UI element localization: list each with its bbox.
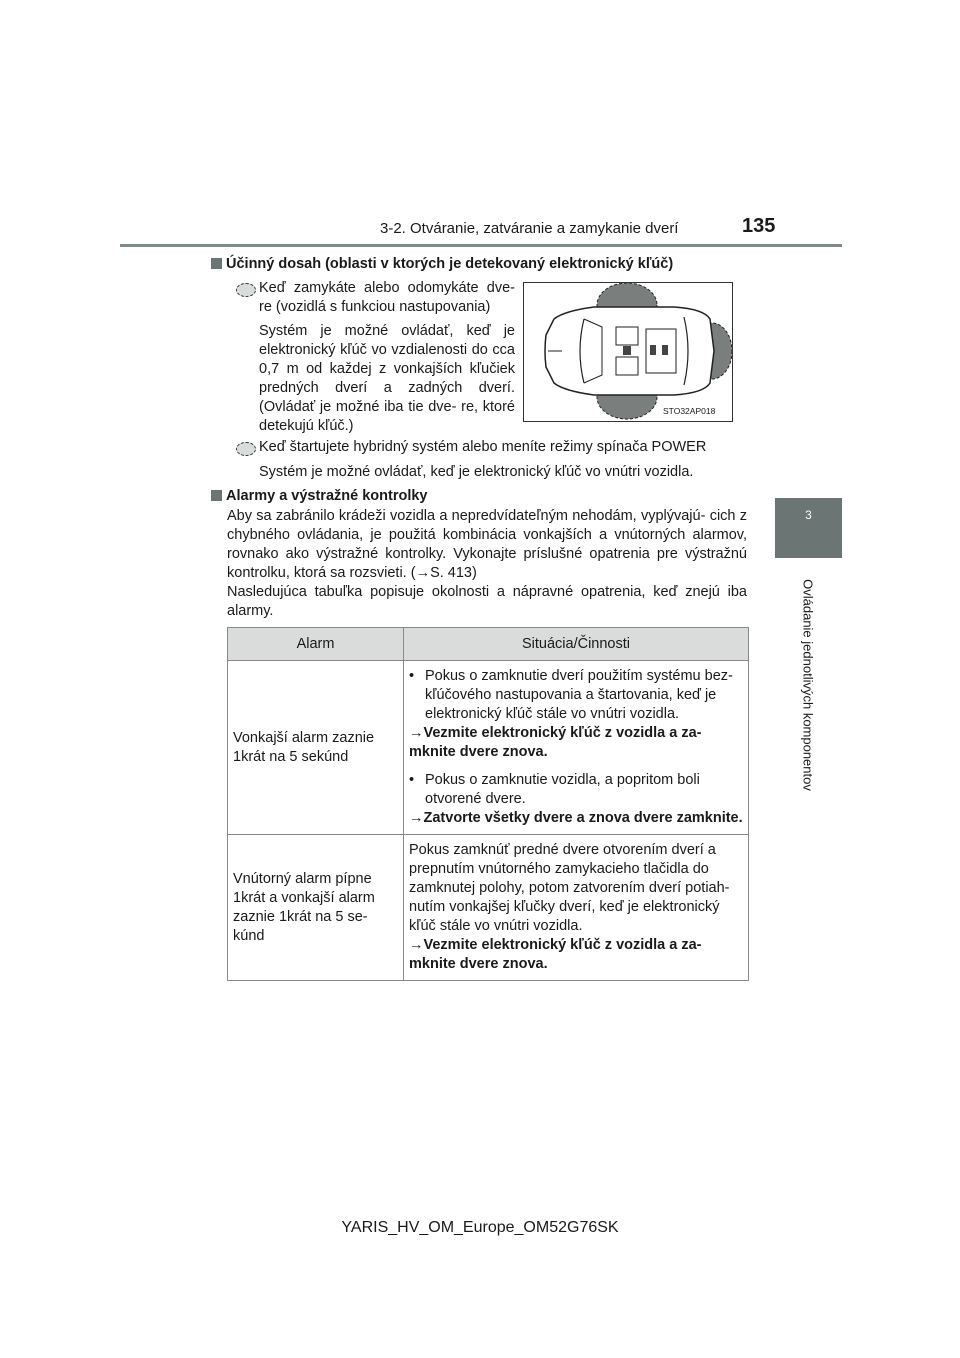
item-lock-title: Keď zamykáte alebo odomykáte dve- re (vozidlá s funkciou nastupovania) [259, 280, 515, 315]
header-divider [120, 244, 842, 247]
item-lock-text: Systém je možné ovládať, keď je elektronický kľúč vo vzdialenosti do cca 0,7 m od každej z vonkajších kľučiek predných dverí a zadných dverí. (Ovládať je možné iba tie dve- re, ktoré detekujú kľúč.) [259, 323, 515, 434]
alarms-paragraph-2: Nasledujúca tabuľka popisuje okolnosti a nápravné opatrenia, keď znejú iba alarmy. [227, 584, 747, 619]
section-title: 3-2. Otváranie, zatváranie a zamykanie dverí [380, 220, 679, 237]
table-row [228, 661, 749, 835]
square-bullet-icon [211, 258, 222, 269]
section-heading-range: Účinný dosah (oblasti v ktorých je detekovaný elektronický kľúč) [211, 256, 673, 272]
alarm-cell: Vonkajší alarm zaznie 1krát na 5 sekúnd [228, 661, 404, 835]
table-header-row [228, 628, 749, 661]
item-start-title: Keď štartujete hybridný systém alebo meníte režimy spínača POWER [259, 439, 707, 455]
situation-cell: Pokus zamknúť predné dvere otvorením dverí a prepnutím vnútorného zamykacieho tlačidla do zamknutej polohy, potom zatvorením dverí potiah- nutím vonkajšej kľučky dverí, keď je elektronický kľúč stále vo vnútri vozidla. →Vezmite elektronický kľúč z vozidla a za- mknite dvere znova. [404, 835, 749, 981]
alarm-cell: Vnútorný alarm pípne 1krát a vonkajší alarm zaznie 1krát na 5 se- kúnd [228, 835, 404, 981]
corrective-action: →Vezmite elektronický kľúč z vozidla a za- mknite dvere znova. [409, 937, 702, 972]
corrective-action: →Vezmite elektronický kľúč z vozidla a za- mknite dvere znova. [409, 725, 702, 760]
list-item: • Pokus o zamknutie vozidla, a popritom boli otvorené dvere. [409, 772, 700, 807]
square-bullet-icon [211, 490, 222, 501]
table-row [228, 835, 749, 981]
alarm-table [227, 627, 749, 981]
corrective-action: →Zatvorte všetky dvere a znova dvere zamknite. [409, 810, 743, 826]
detection-area-figure [523, 282, 733, 422]
situation-cell [404, 661, 749, 835]
figure-code: STO32AP018 [663, 406, 716, 416]
chapter-number: 3 [805, 508, 812, 522]
chapter-tab [775, 498, 842, 558]
document-footer: YARIS_HV_OM_Europe_OM52G76SK [341, 1219, 619, 1236]
area-marker-icon [236, 283, 256, 297]
item-start-text: Systém je možné ovládať, keď je elektronický kľúč vo vnútri vozidla. [259, 464, 694, 480]
column-header-situation: Situácia/Činnosti [404, 628, 749, 661]
alarms-paragraph-1: Aby sa zabránilo krádeži vozidla a nepredvídateľným nehodám, vyplývajú- cich z chybného ovládania, je použitá kombinácia vonkajších a vnútorných alarmov, rovnako ako výstražné kontrolky. Vykonajte príslušné opatrenia pre výstražnú kontrolku, ktorá sa rozsvieti. (→S. 413) [227, 508, 747, 581]
list-item: • Pokus o zamknutie dverí použitím systému bez- kľúčového nastupovania a štartovania, keď je elektronický kľúč stále vo vnútri vozidla. [409, 668, 733, 722]
column-header-alarm: Alarm [228, 628, 404, 661]
chapter-label: Ovládanie jednotlivých komponentov [800, 579, 816, 791]
area-marker-icon [236, 442, 256, 456]
section-heading-alarms: Alarmy a výstražné kontrolky [211, 488, 427, 504]
page-number: 135 [742, 215, 776, 237]
car-top-view-illustration [524, 283, 732, 421]
